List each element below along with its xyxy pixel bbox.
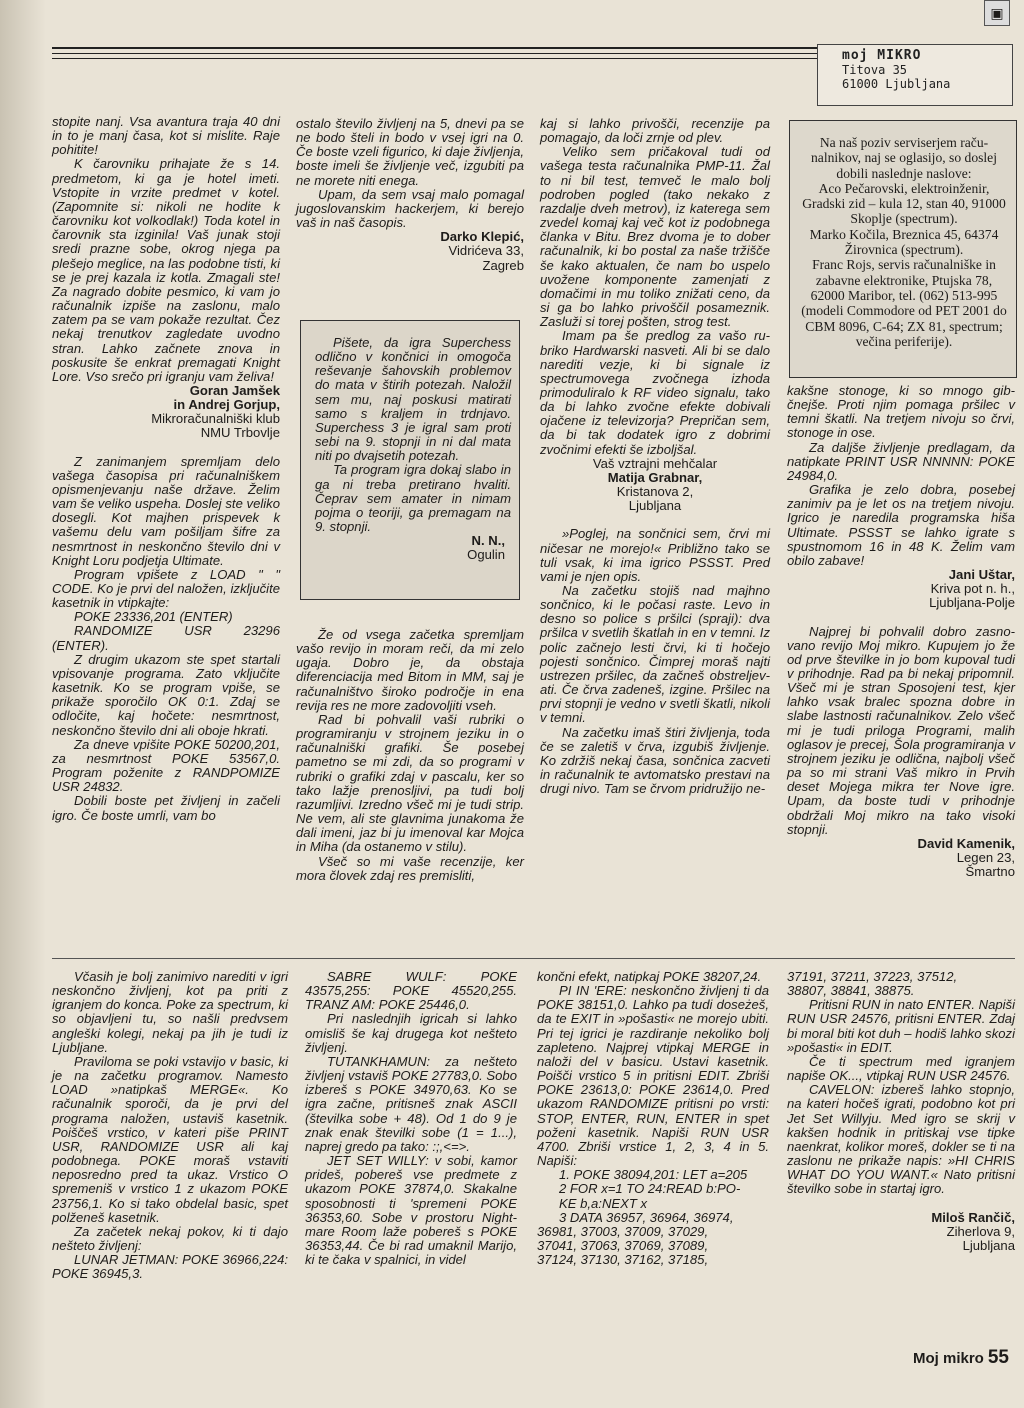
paragraph: Veliko sem pričakoval tudi od vašega testa računalnika PMP-11. Žal to ni bil test, temveč le malo bolj podroben pogled (tako nekako z razdalje dveh metrov), iz katerega sem zvedel komaj kaj več kot iz podobnega članka v Bitu. Brez dvoma je to dober računalnik, ki bo postal za naše tržišče še kako aktualen, če nam bo uspelo uvožene komponente zamenjati z domačimi in mu toliko znižati ceno, da si ga bo lahko privoščil posameznik. Zasluži si torej pošten, strog test. [540,144,770,330]
signature-street: Vidrićeva 33, [448,243,524,259]
paragraph: Na naš poziv serviserjem računalnikov, naj se oglasijo, so doslej dobili naslednje naslove: [810,135,997,181]
paragraph: Že od vsega začetka spremljam vašo revijo in moram reči, da mi zelo ugaja. Dobro je, da obstaja diferenciacija med Bitom in MM, saj je računalništvo široko področje in ena revija res ne more zadovoljiti vseh. [296,627,524,713]
paragraph: TUTANKHAMUN: za nešteto življenj vstaviš POKE 27783,0. Sobo izbereš s POKE 34970,63. Ko se igra začne, pritisneš znak ASCII (številka sobe + 48). Od 1 do 9 je znak enak številki sobe (1 = 1...), naprej gredo pa tako: :;,<=>. [305,1053,517,1154]
paragraph: stopite nanj. Vsa avantura traja 40 dni in to je manj časa, kot si mislite. Raje pohitite! [52,114,280,158]
letter-signature [296,230,524,272]
page-footer [913,1347,1009,1369]
paragraph: PI IN 'ERE: neskončno življenj ti da POKE 38151,0. Lahko pa tudi doseżeš, da te EXIT in »pošasti« ne morejo ubiti. Pri tej igrici je razdiranje nekoliko bolj zapleteno. Najprej vtipkaj MERGE in naloži del v basicu. Ustavi kasetnik. Poišči vrstico 5 in pritisni EDIT. Zbriši POKE 23613,0: POKE 23614,0. Pred ukazom RANDOMIZE pritisni po vrsti: STOP, ENTER, RUN, ENTER in spet poženi kasetnik. Napiši RUN USR 4700. Zbriši vrstice 1, 2, 3, 4 in 5. Napiši: [537,983,769,1169]
signature-name: Goran Jamšek [189,382,280,398]
signature-name: Matija Grabnar, [607,469,703,485]
signature-city: Zagreb [482,257,524,273]
paragraph: Pišete, da igra Superchess odlično v končnici in omogoča reševanje šahovskih problemov do mata v štirih potezah. Naložil sem mu, naj poskusi matirati samo s kraljem in trdnjavo. Superchess 3 je igral sam proti sebi na 9. stopnji in ni dal mata niti po dvajsetih potezah. [315,335,511,464]
letter-signature [540,457,770,514]
paragraph: Franc Rojs, servis računalniške in zabavne elektronike, Ptujska 78, 62000 Maribor, tel. (062) 513-995 (modeli Commodore od PET 2001 do CBM 8096, C-64; ZX 81, spectrum; večina periferije). [801,257,1007,349]
paragraph: Najprej bi pohvalil dobro zasnovano revijo Moj mikro. Kupujem jo že od prve številke in jo bom kupoval tudi v prihodnje. Rad pa bi nekaj pripomnil. Všeč mi je stran Sposojeni test, kjer lahko vsak bralec spozna dobre in slabe lastnosti računalnikov. Zelo všeč mi je tudi priloga Programi, malih oglasov je precej, Šola programiranja v strojnem jeziku je odlična, najbolj všeč pa so mi strani Vaš mikro in Prvih deset Mojega mikra ter Nove igre. Upam, da boste tudi v prihodnje obdržali Moj mikro na tako visoki stopnji. [787,623,1015,837]
paragraph: končni efekt, natipkaj POKE 38207,24. [537,969,762,984]
signature-place: NMU Trbovlje [200,425,280,441]
code-line: 2 FOR x=1 TO 24:READ b:PO- [559,1181,741,1197]
signature-place: Ogulin [467,547,505,563]
paragraph: Na začetku stojiš nad majhno sončnico, ki le počasi raste. Levo in desno so police s pršilci (spraji): dva pršilca v svetlih škatlah in en v temni. Iz polic začnejo lesti črvi, ki ti hočejo pojesti sončnico. Čimprej moraš najti ustrezen pršilec, da začneš obstreljevati. Če črva zadeneš, izgine. Pršilec na prvi stopnji je vedno v svetli škatli, nikoli v temni. [540,583,770,726]
service-notice-box [789,120,1017,378]
paragraph: Na začetku imaš štiri življenja, toda če se zaletiš v črva, izgubiš življenje. Ko zdržiš nekaj časa, sončnica zacveti in računalnik te avtomatsko prestavi na drugi nivo. Tam se črvom pridružijo ne- [540,724,770,797]
signature-street: Legen 23, [956,850,1015,865]
signature-street: Kriva pot n. h., [930,581,1015,597]
signature-name: Jani Uštar, [948,567,1015,583]
paragraph: Včasih je bolj zanimivo narediti v igri neskončno življenj, kot pa priti z igranjem do konca. Poke za spectrum, ki so objavljeni tu, so našli predvsem angleški kolegi, nekaj pa jih je tudi iz Ljubljane. [52,969,288,1055]
signature-intro: Vaš vztrajni mehčalar [592,455,718,471]
code-line: 1. POKE 38094,201: LET a=205 [559,1167,748,1183]
paragraph: Ta program igra dokaj slabo in ga ni treba pretirano hvaliti. Čeprav sem amater in nimam pojma o teoriji, ga premagam na 9. stopnji. [315,462,511,535]
signature-name: N. N., [471,533,505,549]
letter-signature [787,837,1015,879]
boxed-letter [300,320,520,600]
paragraph: Praviloma se poki vstavijo v basic, ki je na začetku programov. Namesto LOAD »natipkaš MERGE«. Ko računalnik sporoči, da je prvi del programa naložen, ustaviš kasetnik. Poiščeš vrstico, v kateri piše PRINT USR, RANDOMIZE USR ali kaj podobnega. POKE moraš vstaviti neposredno pred ta ukaz. Vrstico O spremeniš v vrstico 1 z ukazom POKE 23756,1. Ko si tako obdelal basic, spet polženeš kasetnik. [52,1053,288,1225]
signature-city: Ljubljana-Polje [929,595,1015,611]
code-line: 37191, 37211, 37223, 37512, [787,969,958,984]
letter-signature [787,1211,1015,1253]
paragraph: kakšne stonoge, ki so mnogo gibčnejše. Proti njim pomaga pršilec v temni škatli. Na tretjem nivoju so črvi, stonoge in ose. [787,383,1015,441]
letter-signature [315,534,511,562]
signature-name: David Kamenik, [917,835,1015,851]
code-line: POKE 23336,201 (ENTER) [74,609,233,625]
paragraph: Grafika je zelo dobra, posebej zanimiv pa je let os na tretjem nivoju. Igrico je naredila programska hiša Ultimate. PSSST se lahko igrate s spustnomom 16 in 48 K. Želim vam obilo zabave! [787,482,1015,568]
paragraph: Imam pa še predlog za vašo rubriko Hardwarski nasveti. Ali bi se dalo narediti vezje, ki bi signale iz spectrumovega zvočnega izhoda primoduliralo k RF video signalu, tako da bi lahko zvočne efekte dobivali ojačene iz televizorja? Prepričan sem, da bi tak dodatek igro z dobrimi zvočnimi efekti še izboljšal. [540,328,770,457]
paragraph: Všeč so mi vaše recenzije, ker mora človek zdaj res premisliti, [296,853,524,883]
bottom-column-2 [305,970,517,1267]
paragraph: CAVELON: izbereš lahko stopnjo, na kateri hočeš igrati, podobno kot pri Jet Set Willyju. Med igro se skrij v kakšen hodnik in pritiskaj vse tipke naenkrat, kolikor moreš, dokler se ti na zaslonu ne prikaže napis: »HI CHRIS WHAT DO YOU WANT.« Nato pritisni številko sobe in startaj igro. [787,1082,1015,1197]
address-street: Titova 35 [842,63,908,77]
column-3 [540,117,770,796]
corner-mark-icon: ▣ [984,0,1010,26]
column-2-lower [296,628,524,883]
paragraph: SABRE WULF: POKE 43575,255: POKE 45520,255. TRANZ AM: POKE 25446,0. [305,969,517,1013]
paragraph: Aco Pečarovski, elektroinženir, Gradski zid – kula 12, stan 40, 91000 Skoplje (spectrum). [802,180,1006,227]
page-shadow [0,0,46,1408]
address-city: 61000 Ljubljana [842,77,951,91]
column-2 [296,117,524,273]
paragraph: JET SET WILLY: v sobi, kamor prideš, pobereš vse predmete z ukazom POKE 37874,0. Skakalne sposobnosti ti 'spremeni POKE 36353,60. Sobe v prostoru Nightmare Room laže pobereš s POKE 36353,44. Če bi rad umaknil Marijo, ki te čaka v spalnici, in videl [305,1153,517,1268]
signature-street: Kristanova 2, [616,484,694,500]
footer-magazine: Moj mikro [913,1350,984,1367]
paragraph: Če ti spectrum med igranjem napiše OK..., vtipkaj RUN USR 24576. [787,1053,1015,1084]
column-1 [52,115,280,823]
address-name: moj MIKRO [842,48,922,63]
letter-signature [787,568,1015,610]
paragraph: Za dneve vpišite POKE 50200,201, za nesmrtnost POKE 53567,0. Program poženite z RANDPOMIZE USR 24832. [52,736,280,795]
paragraph: Marko Kočila, Breznica 45, 64374 Žirovnica (spectrum). [809,226,999,258]
header-rule [52,58,817,59]
signature-club: Mikroračunalniški klub [151,411,280,427]
code-line: RANDOMIZE USR 23296 (ENTER). [52,623,280,653]
magazine-address-label [817,44,1013,106]
paragraph: Z zanimanjem spremljam delo vašega časopisa pri računalniškem opismenjevanju naše države. Želim vam še veliko uspeha. Doslej ste veliko dosegli. Kot majhen prispevek k vašemu delu vam pošiljam šifre za nesmrtnost in neskončno število dni v Knight Loru podjetja Ultimate. [52,453,280,568]
paragraph: »Poglej, na sončnici sem, črvi mi ničesar ne morejo!« Približno tako se tuli vsak, ki ima igrico PSSST. Pred vami je njen opis. [540,526,770,584]
paragraph: Za začetek nekaj pokov, ki ti dajo nešteto življenj: [52,1223,288,1253]
code-line: KE b,a:NEXT x [559,1195,648,1211]
paragraph: Za daljše življenje predlagam, da natipkate PRINT USR NNNNN: POKE 24984,0. [787,439,1015,483]
letter-signature [52,384,280,441]
paragraph: Upam, da sem vsaj malo pomagal jugoslovanskim hackerjem, ki berejo vaš in naš časopis. [296,186,524,231]
header-rule [52,53,817,54]
paragraph: K čarovniku prihajate že s 14. predmetom, ki ga je hotel imeti. Vstopite in vrzite predmet v kotel. (Zapomnite si: nikoli ne hodite k čarovniku kot volkodlak!) Toda kotel in čarovnik sta izginila! Vaš junak stoji sredi prazne sobe, okrog njega pa plešejo meglice, na las podobne tisti, ki se je prej kazala iz kotla. Zmagali ste! Za nagrado dobite pesmico, ki vam jo računalnik izpiše na zaslonu, malo zatem pa se vam pokaže rezultat. Čez nekaj trenutkov zagledate uvodno stran. Lahko začnete znova in poskusite še enkrat premagati Knight Lore. Vso srečo pri igranju vam želiva! [52,156,280,384]
header-rule [52,47,817,49]
bottom-column-3 [537,970,769,1267]
page-number: 55 [987,1347,1009,1368]
signature-name: Miloš Rančič, [931,1209,1015,1225]
bottom-column-1 [52,970,288,1281]
paragraph: Dobili boste pet življenj in začeli igro. Če boste umrli, vam bo [52,793,280,823]
paragraph: Z drugim ukazom ste spet startali vpisovanje programa. Zato vključite kasetnik. Ko se program vpiše, se prikaže sporočilo OK 0:1. Zdaj se odločite, kaj hočete: nesmrtnost, neskončno število dni ali oboje hkrati. [52,651,280,738]
section-divider [52,958,1015,959]
paragraph: LUNAR JETMAN: POKE 36966,224: POKE 36945,3. [52,1252,288,1282]
signature-name: in Andrej Gorjup, [173,397,280,413]
paragraph: ostalo število življenj na 5, dnevi pa se ne bodo šteli in bodo v vsej igri na 0. Če boste vzeli figurico, ki daje življenja, boste imeli še življenje več, izgubiti pa ne morete niti enega. [296,116,524,188]
paragraph: Rad bi pohvalil vaši rubriki o programiranju v strojnem jeziku in o računalniški grafiki. Še posebej pametno se mi zdi, da so programi v rubriki o grafiki zdaj v pascalu, ker so tako lažje prenosljivi, pa tudi bolj razumljivi. Izredno všeč mi je tudi strip. Ne vem, ali ste glavnima junakoma že dali imeni, jaz bi ju imenoval kar Mojca in Miha (da ostanemo v stilu). [296,711,524,855]
paragraph: Program vpišete z LOAD " " CODE. Ko je prvi del naložen, izključite kasetnik in vtipkajte: [52,566,280,611]
code-line: 3 DATA 36957, 36964, 36974, [559,1209,734,1225]
signature-city: Ljubljana [962,1237,1015,1253]
code-line: 37041, 37063, 37069, 37089, [537,1237,709,1253]
paragraph: kaj si lahko privošči, recenzije pa pomagajo, da loči zrnje od plev. [540,116,770,146]
paragraph: Pritisni RUN in nato ENTER. Napiši RUN USR 24576, pritisni ENTER. Zdaj bi moral biti kot duh – hodiš lahko skozi »pošasti« in EDIT. [787,997,1015,1055]
code-line: 37124, 37130, 37162, 37185, [537,1252,709,1268]
signature-city: Šmartno [965,864,1015,880]
paragraph: Pri naslednjih igricah si lahko omisliš še kaj drugega kot nešteto življenj. [305,1011,517,1055]
signature-name: Darko Klepić, [440,229,524,245]
signature-street: Ziherlova 9, [946,1223,1015,1239]
code-line: 36981, 37003, 37009, 37029, [537,1223,709,1239]
column-4 [787,384,1015,879]
code-line: 38807, 38841, 38875. [787,983,915,999]
bottom-column-4 [787,970,1015,1253]
signature-city: Ljubljana [628,498,682,514]
